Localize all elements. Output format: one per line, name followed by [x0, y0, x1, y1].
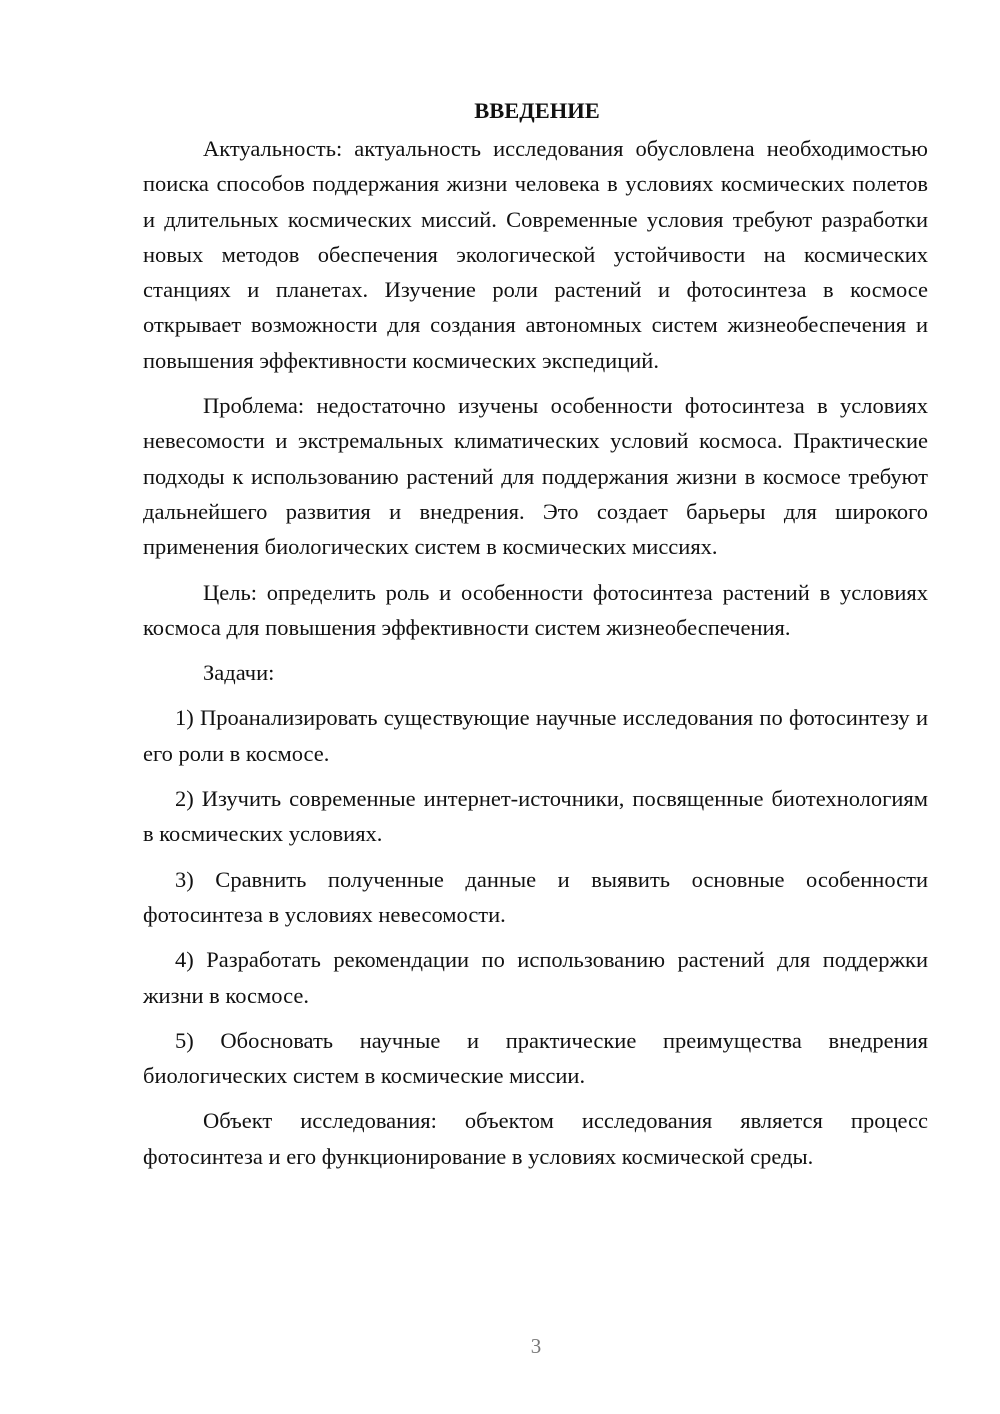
task-item: 2) Изучить современные интернет-источники, посвященные биотехнологиям в космических условиях. [143, 786, 928, 847]
tasks-list [143, 700, 928, 1093]
goal-paragraph: Цель: определить роль и особенности фотосинтеза растений в условиях космоса для повышения эффективности систем жизнеобеспечения. [143, 579, 928, 640]
tasks-heading: Задачи: [203, 660, 275, 686]
section-title: ВВЕДЕНИЕ [474, 98, 600, 123]
page-number: 3 [530, 1334, 542, 1358]
task-item: 3) Сравнить полученные данные и выявить основные особенности фотосинтеза в условиях невесомости. [143, 866, 928, 927]
task-item: 1) Проанализировать существующие научные исследования по фотосинтезу и его роли в космосе. [143, 705, 928, 766]
relevance-paragraph: Актуальность: актуальность исследования обусловлена необходимостью поиска способов поддержания жизни человека в условиях космических полетов и длительных космических миссий. Современные условия требуют разработки новых методов обеспечения экологической устойчивости на космических станциях и планетах. Изучение роли растений и фотосинтеза в космосе открывает возможности для создания автономных систем жизнеобеспечения и повышения эффективности космических экспедиций. [143, 136, 928, 373]
problem-paragraph: Проблема: недостаточно изучены особенности фотосинтеза в условиях невесомости и экстремальных климатических условий космоса. Практические подходы к использованию растений для поддержания жизни в космосе требуют дальнейшего развития и внедрения. Это создает барьеры для широкого применения биологических систем в космических миссиях. [143, 393, 928, 560]
task-item: 4) Разработать рекомендации по использованию растений для поддержки жизни в космосе. [143, 947, 928, 1008]
document-content [143, 93, 928, 1174]
task-item: 5) Обосновать научные и практические преимущества внедрения биологических систем в космические миссии. [143, 1027, 928, 1089]
research-object-paragraph: Объект исследования: объектом исследования является процесс фотосинтеза и его функционирование в условиях космической среды. [143, 1108, 928, 1169]
